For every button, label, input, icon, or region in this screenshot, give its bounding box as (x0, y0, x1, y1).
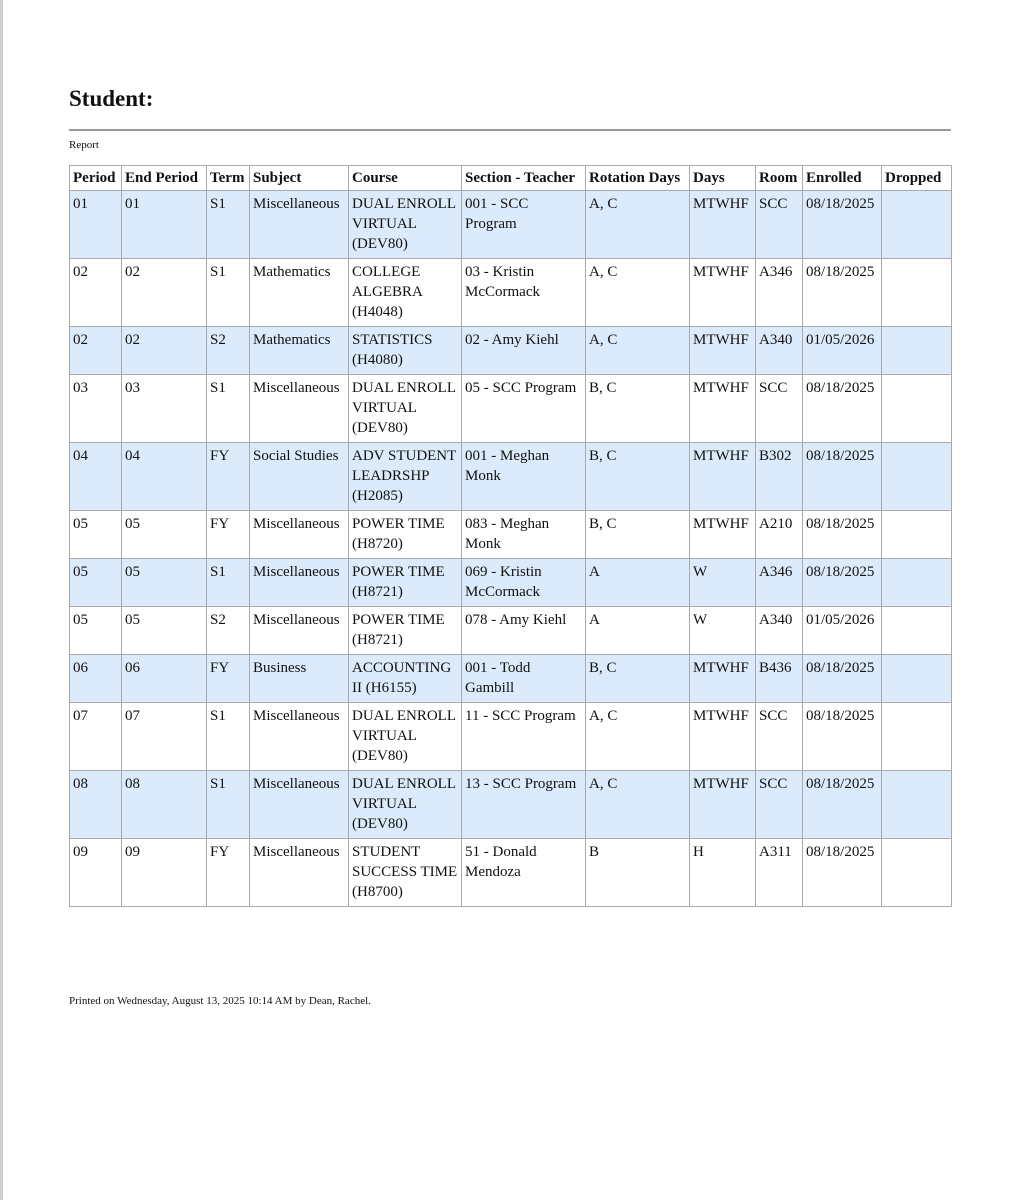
printed-footer: Printed on Wednesday, August 13, 2025 10:14 AM by Dean, Rachel. (69, 995, 371, 1007)
cell-enrolled: 08/18/2025 (803, 655, 882, 703)
cell-subject: Miscellaneous (250, 511, 349, 559)
cell-course: DUAL ENROLL VIRTUAL (DEV80) (349, 703, 462, 771)
cell-rotation-days: A, C (586, 191, 690, 259)
cell-dropped (882, 607, 952, 655)
cell-end-period: 04 (122, 443, 207, 511)
cell-period: 05 (70, 607, 122, 655)
cell-dropped (882, 259, 952, 327)
table-row (70, 559, 952, 607)
cell-term: S1 (207, 259, 250, 327)
cell-section-teacher: 03 - Kristin McCormack (462, 259, 586, 327)
table-row (70, 607, 952, 655)
cell-dropped (882, 511, 952, 559)
cell-period: 02 (70, 327, 122, 375)
cell-course: POWER TIME (H8721) (349, 559, 462, 607)
cell-course: POWER TIME (H8720) (349, 511, 462, 559)
cell-period: 03 (70, 375, 122, 443)
column-header-room: Room (756, 166, 803, 191)
table-header-row (70, 166, 952, 191)
cell-term: S1 (207, 771, 250, 839)
cell-course: POWER TIME (H8721) (349, 607, 462, 655)
report-label: Report (69, 139, 99, 151)
cell-room: A210 (756, 511, 803, 559)
cell-section-teacher: 083 - Meghan Monk (462, 511, 586, 559)
cell-term: FY (207, 655, 250, 703)
cell-room: A340 (756, 327, 803, 375)
column-header-subject: Subject (250, 166, 349, 191)
cell-rotation-days: A, C (586, 259, 690, 327)
cell-enrolled: 08/18/2025 (803, 375, 882, 443)
cell-section-teacher: 001 - SCC Program (462, 191, 586, 259)
cell-days: MTWHF (690, 375, 756, 443)
cell-dropped (882, 703, 952, 771)
cell-days: W (690, 607, 756, 655)
cell-course: STUDENT SUCCESS TIME (H8700) (349, 839, 462, 907)
table-row (70, 259, 952, 327)
cell-section-teacher: 11 - SCC Program (462, 703, 586, 771)
column-header-days: Days (690, 166, 756, 191)
column-header-term: Term (207, 166, 250, 191)
cell-section-teacher: 001 - Todd Gambill (462, 655, 586, 703)
cell-room: SCC (756, 703, 803, 771)
table-row (70, 511, 952, 559)
cell-days: MTWHF (690, 771, 756, 839)
cell-end-period: 01 (122, 191, 207, 259)
cell-section-teacher: 51 - Donald Mendoza (462, 839, 586, 907)
cell-room: SCC (756, 771, 803, 839)
cell-course: DUAL ENROLL VIRTUAL (DEV80) (349, 771, 462, 839)
column-header-enrolled: Enrolled (803, 166, 882, 191)
cell-days: H (690, 839, 756, 907)
cell-term: FY (207, 511, 250, 559)
cell-end-period: 05 (122, 559, 207, 607)
cell-subject: Miscellaneous (250, 771, 349, 839)
cell-section-teacher: 001 - Meghan Monk (462, 443, 586, 511)
table-row (70, 839, 952, 907)
cell-enrolled: 08/18/2025 (803, 559, 882, 607)
cell-section-teacher: 069 - Kristin McCormack (462, 559, 586, 607)
cell-course: DUAL ENROLL VIRTUAL (DEV80) (349, 191, 462, 259)
cell-subject: Mathematics (250, 327, 349, 375)
cell-rotation-days: A (586, 607, 690, 655)
cell-section-teacher: 05 - SCC Program (462, 375, 586, 443)
table-row (70, 327, 952, 375)
table-row (70, 771, 952, 839)
column-header-course: Course (349, 166, 462, 191)
cell-days: MTWHF (690, 327, 756, 375)
cell-dropped (882, 771, 952, 839)
cell-period: 05 (70, 559, 122, 607)
cell-days: W (690, 559, 756, 607)
column-header-rotation-days: Rotation Days (586, 166, 690, 191)
cell-days: MTWHF (690, 443, 756, 511)
cell-section-teacher: 13 - SCC Program (462, 771, 586, 839)
column-header-period: Period (70, 166, 122, 191)
cell-room: B302 (756, 443, 803, 511)
cell-period: 06 (70, 655, 122, 703)
column-header-section-teacher: Section - Teacher (462, 166, 586, 191)
cell-period: 08 (70, 771, 122, 839)
title-divider (69, 129, 951, 131)
cell-end-period: 05 (122, 511, 207, 559)
cell-period: 07 (70, 703, 122, 771)
cell-enrolled: 08/18/2025 (803, 771, 882, 839)
cell-enrolled: 01/05/2026 (803, 327, 882, 375)
cell-subject: Miscellaneous (250, 839, 349, 907)
schedule-body (70, 191, 952, 907)
cell-section-teacher: 02 - Amy Kiehl (462, 327, 586, 375)
column-header-end-period: End Period (122, 166, 207, 191)
cell-end-period: 08 (122, 771, 207, 839)
cell-rotation-days: B (586, 839, 690, 907)
cell-enrolled: 08/18/2025 (803, 703, 882, 771)
cell-dropped (882, 327, 952, 375)
cell-term: FY (207, 443, 250, 511)
cell-subject: Mathematics (250, 259, 349, 327)
cell-days: MTWHF (690, 511, 756, 559)
cell-rotation-days: A (586, 559, 690, 607)
cell-period: 05 (70, 511, 122, 559)
cell-end-period: 02 (122, 327, 207, 375)
table-row (70, 191, 952, 259)
cell-subject: Miscellaneous (250, 559, 349, 607)
cell-term: S2 (207, 607, 250, 655)
cell-term: S1 (207, 559, 250, 607)
column-header-dropped: Dropped (882, 166, 952, 191)
cell-subject: Miscellaneous (250, 703, 349, 771)
cell-enrolled: 01/05/2026 (803, 607, 882, 655)
table-row (70, 703, 952, 771)
cell-period: 01 (70, 191, 122, 259)
page-title: Student: (69, 86, 154, 111)
cell-enrolled: 08/18/2025 (803, 191, 882, 259)
cell-enrolled: 08/18/2025 (803, 259, 882, 327)
cell-rotation-days: B, C (586, 443, 690, 511)
cell-dropped (882, 655, 952, 703)
cell-days: MTWHF (690, 259, 756, 327)
cell-dropped (882, 375, 952, 443)
cell-room: A346 (756, 559, 803, 607)
cell-term: S1 (207, 191, 250, 259)
cell-term: FY (207, 839, 250, 907)
cell-enrolled: 08/18/2025 (803, 511, 882, 559)
cell-room: A346 (756, 259, 803, 327)
cell-room: SCC (756, 191, 803, 259)
cell-dropped (882, 839, 952, 907)
cell-dropped (882, 443, 952, 511)
cell-course: STATISTICS (H4080) (349, 327, 462, 375)
cell-rotation-days: B, C (586, 511, 690, 559)
cell-period: 02 (70, 259, 122, 327)
cell-rotation-days: B, C (586, 655, 690, 703)
cell-end-period: 02 (122, 259, 207, 327)
cell-days: MTWHF (690, 655, 756, 703)
cell-term: S1 (207, 375, 250, 443)
cell-rotation-days: A, C (586, 771, 690, 839)
cell-subject: Miscellaneous (250, 375, 349, 443)
cell-term: S1 (207, 703, 250, 771)
cell-rotation-days: B, C (586, 375, 690, 443)
cell-rotation-days: A, C (586, 703, 690, 771)
cell-room: A311 (756, 839, 803, 907)
cell-end-period: 07 (122, 703, 207, 771)
cell-room: SCC (756, 375, 803, 443)
cell-course: ADV STUDENT LEADRSHP (H2085) (349, 443, 462, 511)
table-row (70, 655, 952, 703)
cell-dropped (882, 559, 952, 607)
schedule-table (69, 165, 952, 907)
cell-enrolled: 08/18/2025 (803, 443, 882, 511)
cell-subject: Miscellaneous (250, 607, 349, 655)
table-row (70, 375, 952, 443)
cell-room: B436 (756, 655, 803, 703)
cell-subject: Social Studies (250, 443, 349, 511)
cell-end-period: 05 (122, 607, 207, 655)
cell-course: DUAL ENROLL VIRTUAL (DEV80) (349, 375, 462, 443)
cell-rotation-days: A, C (586, 327, 690, 375)
cell-dropped (882, 191, 952, 259)
cell-term: S2 (207, 327, 250, 375)
cell-course: ACCOUNTING II (H6155) (349, 655, 462, 703)
cell-subject: Business (250, 655, 349, 703)
cell-end-period: 06 (122, 655, 207, 703)
cell-course: COLLEGE ALGEBRA (H4048) (349, 259, 462, 327)
cell-period: 04 (70, 443, 122, 511)
cell-end-period: 09 (122, 839, 207, 907)
table-row (70, 443, 952, 511)
cell-end-period: 03 (122, 375, 207, 443)
cell-enrolled: 08/18/2025 (803, 839, 882, 907)
cell-section-teacher: 078 - Amy Kiehl (462, 607, 586, 655)
cell-period: 09 (70, 839, 122, 907)
cell-room: A340 (756, 607, 803, 655)
cell-subject: Miscellaneous (250, 191, 349, 259)
cell-days: MTWHF (690, 703, 756, 771)
cell-days: MTWHF (690, 191, 756, 259)
